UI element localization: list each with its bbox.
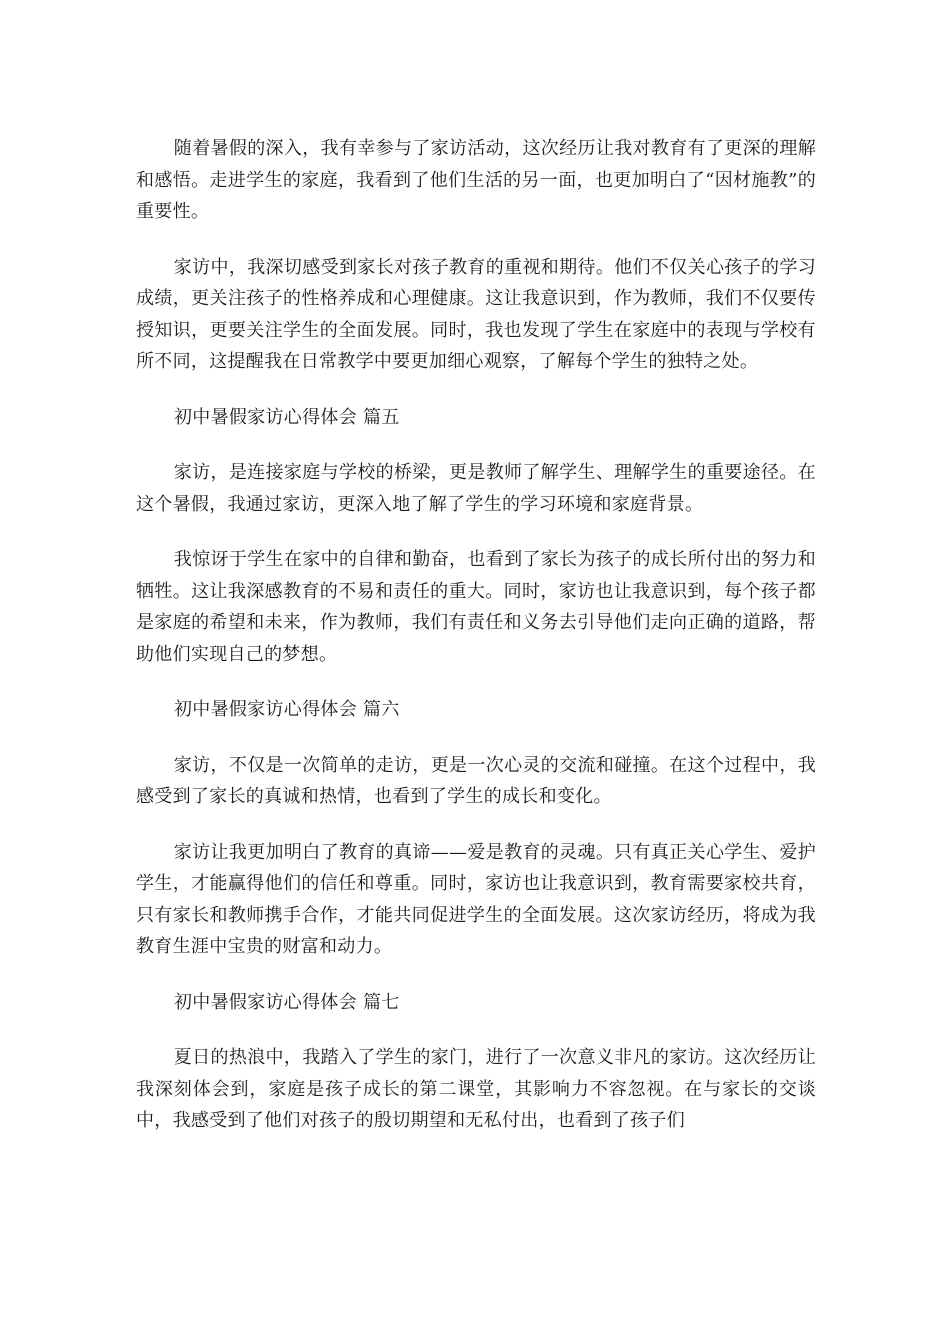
paragraph: 夏日的热浪中，我踏入了学生的家门，进行了一次意义非凡的家访。这次经历让我深刻体会到，家庭是孩子成长的第二课堂，其影响力不容忽视。在与家长的交谈中，我感受到了他们对孩子的殷切期望和无私付出，也看到了孩子们 bbox=[136, 1047, 816, 1131]
section-heading: 初中暑假家访心得体会 篇七 bbox=[174, 991, 400, 1013]
document-body bbox=[136, 133, 816, 1161]
paragraph: 家访中，我深切感受到家长对孩子教育的重视和期待。他们不仅关心孩子的学习成绩，更关注孩子的性格养成和心理健康。这让我意识到，作为教师，我们不仅要传授知识，更要关注学生的全面发展。同时，我也发现了学生在家庭中的表现与学校有所不同，这提醒我在日常教学中要更加细心观察，了解每个学生的独特之处。 bbox=[136, 256, 816, 372]
paragraph: 随着暑假的深入，我有幸参与了家访活动，这次经历让我对教育有了更深的理解和感悟。走进学生的家庭，我看到了他们生活的另一面，也更加明白了“因材施教”的重要性。 bbox=[136, 138, 816, 222]
paragraph: 家访让我更加明白了教育的真谛——爱是教育的灵魂。只有真正关心学生、爱护学生，才能赢得他们的信任和尊重。同时，家访也让我意识到，教育需要家校共育，只有家长和教师携手合作，才能共同促进学生的全面发展。这次家访经历，将成为我教育生涯中宝贵的财富和动力。 bbox=[136, 841, 816, 957]
paragraph: 我惊讶于学生在家中的自律和勤奋，也看到了家长为孩子的成长所付出的努力和牺牲。这让我深感教育的不易和责任的重大。同时，家访也让我意识到，每个孩子都是家庭的希望和未来，作为教师，我们有责任和义务去引导他们走向正确的道路，帮助他们实现自己的梦想。 bbox=[136, 549, 816, 665]
paragraph: 家访，是连接家庭与学校的桥梁，更是教师了解学生、理解学生的重要途径。在这个暑假，我通过家访，更深入地了解了学生的学习环境和家庭背景。 bbox=[136, 462, 816, 515]
section-heading: 初中暑假家访心得体会 篇六 bbox=[174, 699, 400, 720]
paragraph: 家访，不仅是一次简单的走访，更是一次心灵的交流和碰撞。在这个过程中，我感受到了家长的真诚和热情，也看到了学生的成长和变化。 bbox=[136, 754, 816, 807]
section-heading: 初中暑假家访心得体会 篇五 bbox=[174, 406, 400, 428]
